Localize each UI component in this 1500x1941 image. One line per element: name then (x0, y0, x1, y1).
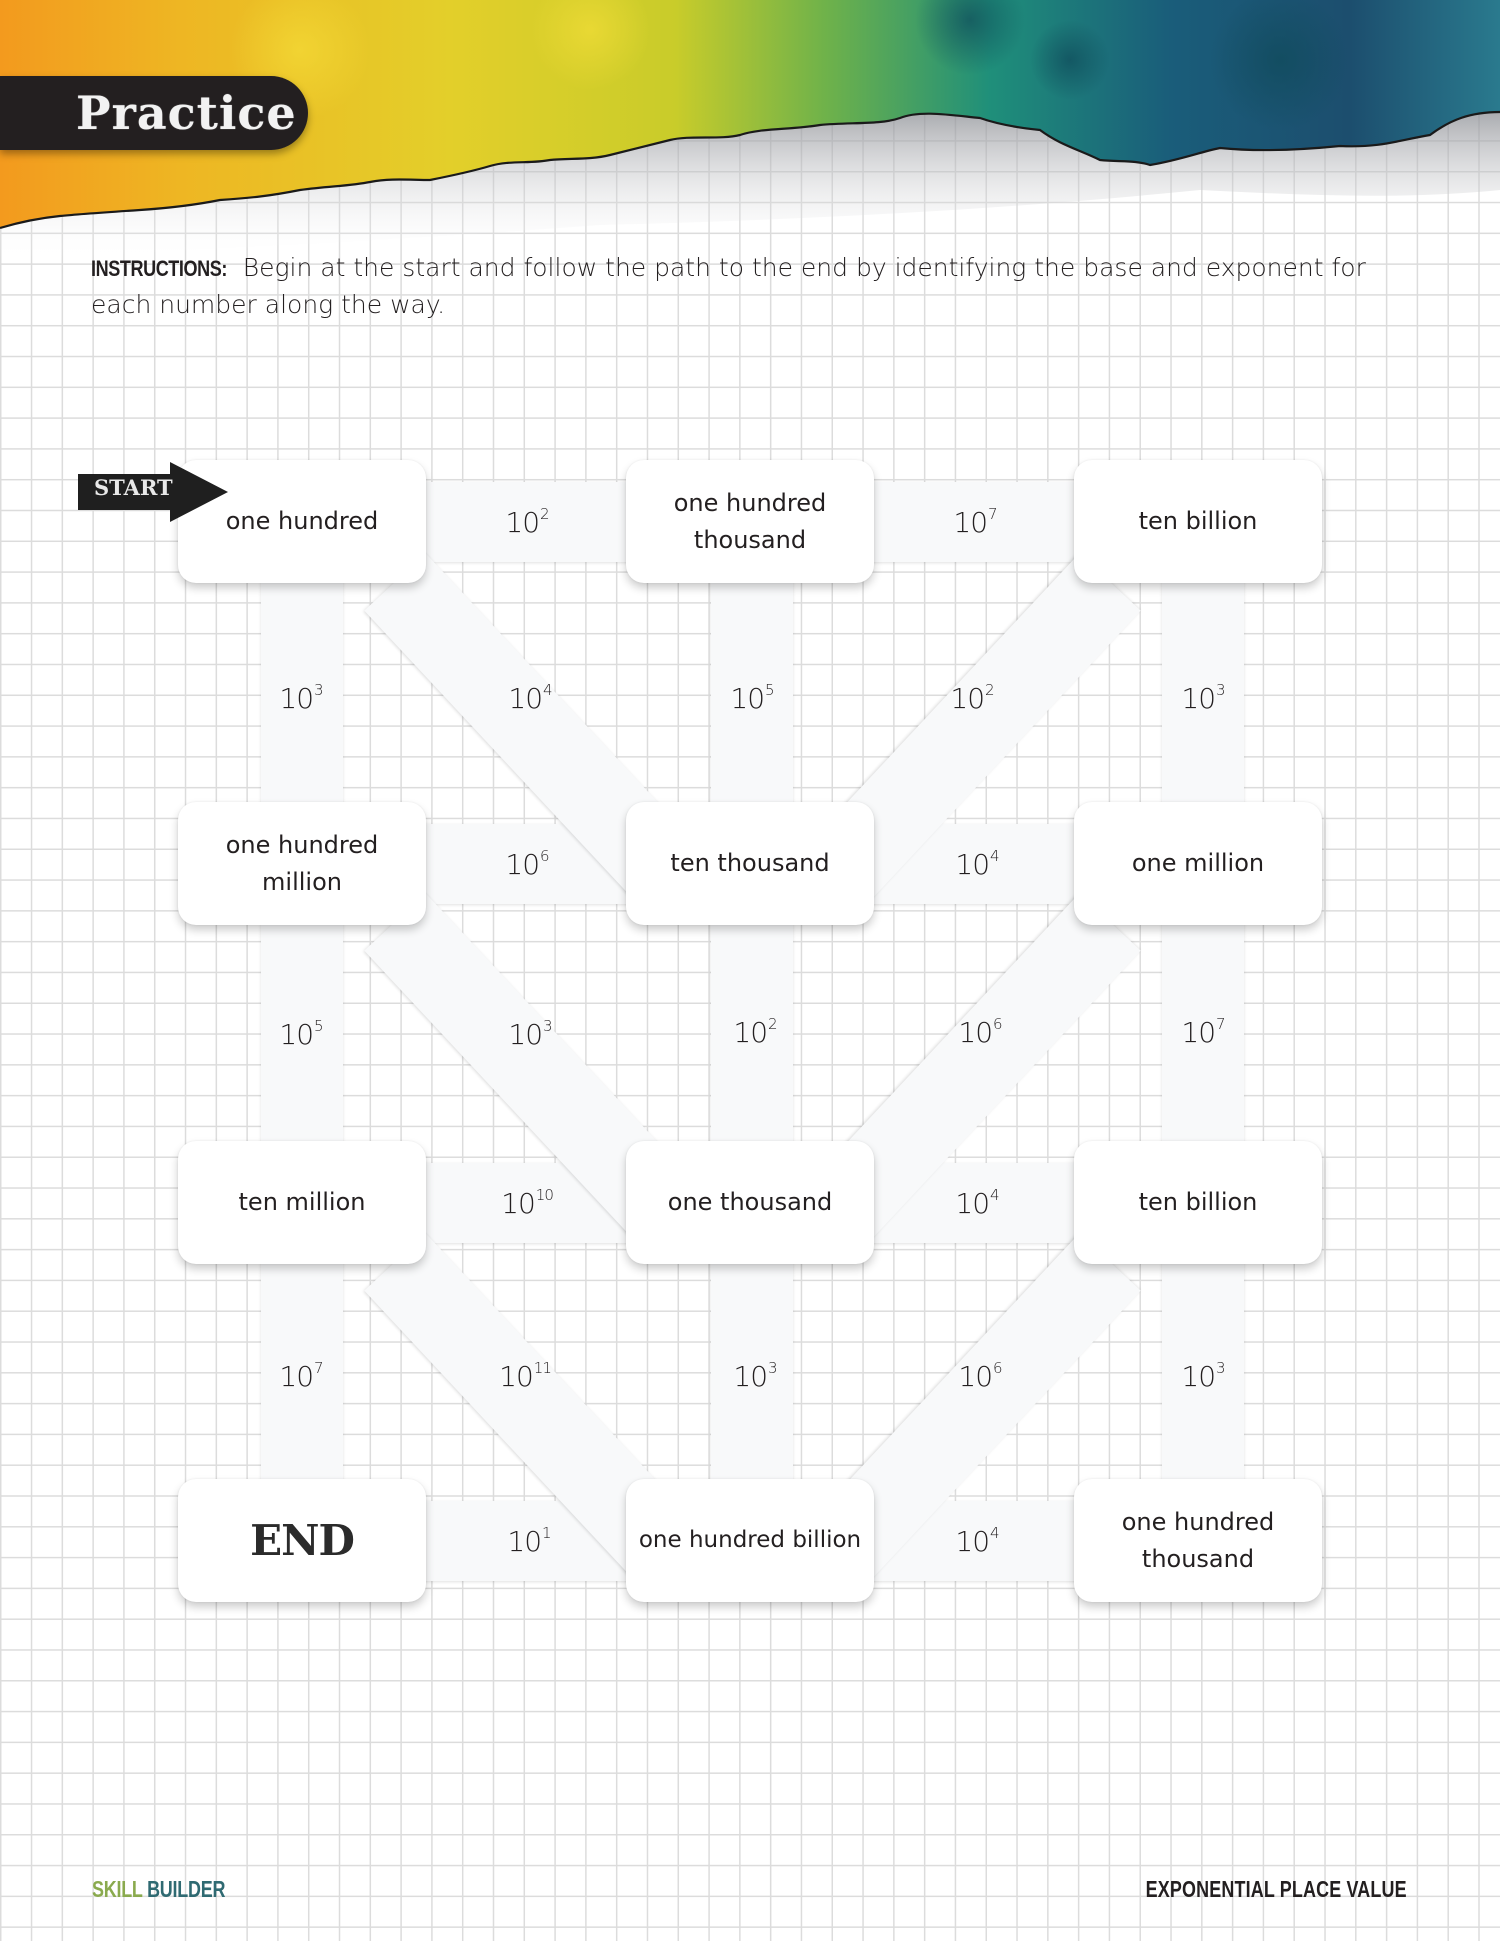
link-label-v1-c2: $10^5$ (730, 681, 774, 715)
link-label-d2-down-right: $10^3$ (508, 1017, 552, 1051)
link-label-r4-c2-c3: $10^4$ (955, 1524, 999, 1558)
instructions-text: Begin at the start and follow the path to the end by identifying the base and exponent for each number along the way. (91, 253, 1366, 319)
link-label-v3-c2: $10^3$ (733, 1359, 777, 1393)
link-label-r2-c1-c2: $10^6$ (505, 847, 549, 881)
maze-card-r4c3: one hundred thousand (1074, 1479, 1322, 1602)
start-arrow (78, 462, 230, 522)
maze-card-r2c2: ten thousand (626, 802, 874, 925)
link-label-v2-c2: $10^2$ (733, 1015, 777, 1049)
instructions-paragraph (91, 250, 1381, 323)
link-label-d1-down-left: $10^2$ (950, 681, 994, 715)
link-label-v3-c1: $10^7$ (279, 1359, 323, 1393)
footer-skill-text: SKILL (92, 1876, 148, 1902)
link-label-d3-down-left: $10^6$ (958, 1359, 1002, 1393)
footer-topic: EXPONENTIAL PLACE VALUE (1145, 1876, 1407, 1902)
link-label-d3-down-right: $10^{11}$ (499, 1359, 551, 1393)
link-label-v1-c3: $10^3$ (1181, 681, 1225, 715)
link-label-v2-c1: $10^5$ (279, 1017, 323, 1051)
end-label: END (250, 1516, 354, 1565)
maze-card-r1c1: one hundred (178, 460, 426, 583)
instructions-label: INSTRUCTIONS: (91, 256, 227, 281)
link-label-r3-c1-c2: $10^{10}$ (501, 1186, 553, 1220)
link-label-d2-down-left: $10^6$ (958, 1015, 1002, 1049)
link-label-v1-c1: $10^3$ (279, 681, 323, 715)
link-label-r2-c2-c3: $10^4$ (955, 847, 999, 881)
practice-title-pill (0, 76, 308, 150)
maze-card-end (178, 1479, 426, 1602)
link-label-v2-c3: $10^7$ (1181, 1015, 1225, 1049)
page-title: Practice (76, 86, 297, 140)
maze-card-r1c2: one hundred thousand (626, 460, 874, 583)
link-label-r3-c2-c3: $10^4$ (955, 1186, 999, 1220)
link-label-r4-c1-c2: $10^1$ (507, 1524, 551, 1558)
maze-card-r1c3: ten billion (1074, 460, 1322, 583)
link-label-v3-c3: $10^3$ (1181, 1359, 1225, 1393)
maze-card-r2c3: one million (1074, 802, 1322, 925)
link-label-r1-c2-c3: $10^7$ (953, 505, 997, 539)
start-label: START (94, 475, 173, 500)
maze-card-r3c1: ten million (178, 1141, 426, 1264)
link-label-d1-down-right: $10^4$ (508, 681, 552, 715)
footer-skill-builder (92, 1876, 225, 1903)
maze-card-r2c1: one hundred million (178, 802, 426, 925)
maze-card-r4c2: one hundred billion (626, 1479, 874, 1602)
maze-card-r3c2: one thousand (626, 1141, 874, 1264)
maze-card-r3c3: ten billion (1074, 1141, 1322, 1264)
link-label-r1-c1-c2: $10^2$ (505, 505, 549, 539)
footer-builder-text: BUILDER (147, 1876, 226, 1902)
